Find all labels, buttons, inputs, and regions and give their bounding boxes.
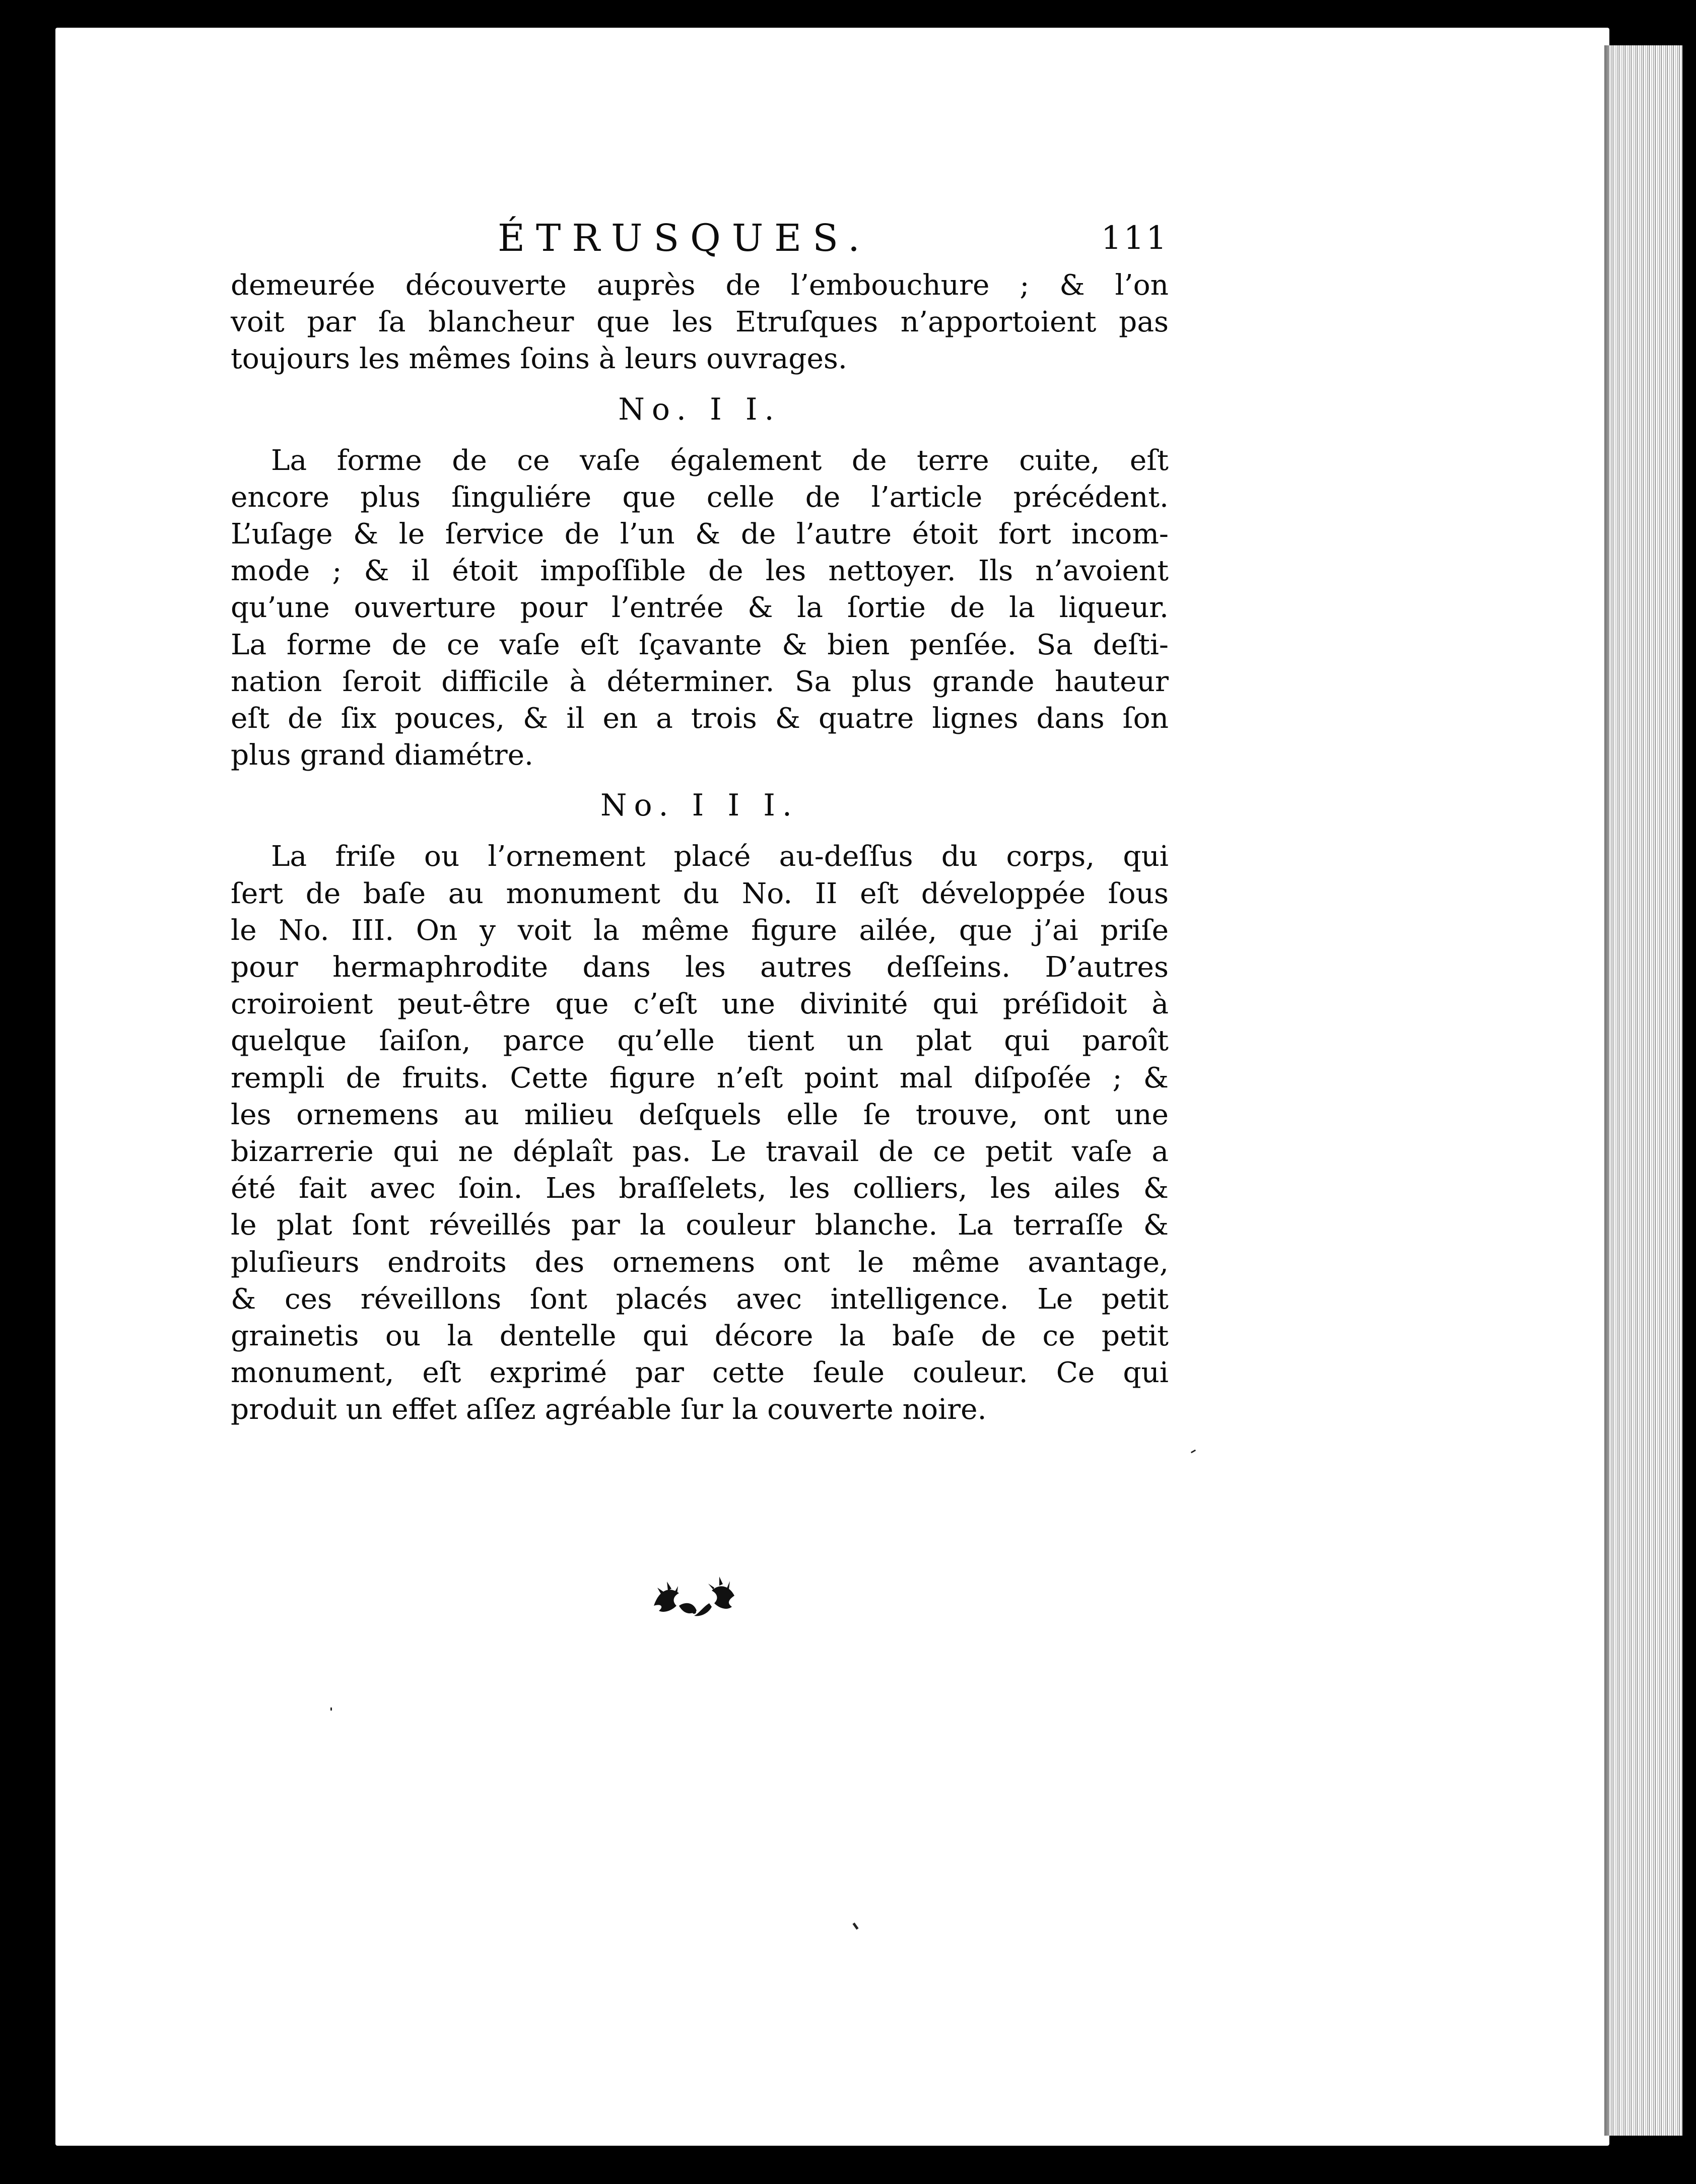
text-line: La forme de ce vaſe également de terre cuite, eſt [271, 444, 1169, 477]
section-heading-2: No. I I. [618, 391, 781, 427]
book-fore-edge [1609, 45, 1682, 2136]
page-speck [330, 1708, 332, 1711]
text-line: pour hermaphrodite dans les autres deſſeins. D’autres [231, 951, 1169, 984]
text-line: bizarrerie qui ne déplaît pas. Le travail de ce petit vaſe a [231, 1135, 1169, 1169]
continuation-paragraph [231, 267, 1169, 378]
text-line: mode ; & il étoit impoſſible de les nettoyer. Ils n’avoient [231, 555, 1169, 588]
fleuron-ornament-icon [644, 1576, 744, 1626]
section-3-paragraph [231, 838, 1169, 1428]
text-line: & ces réveillons ſont placés avec intelligence. Le petit [231, 1282, 1169, 1316]
text-line: quelque ſaiſon, parce qu’elle tient un plat qui paroît [231, 1025, 1169, 1058]
text-line: nation ſeroit difficile à déterminer. Sa plus grande hauteur [231, 665, 1169, 698]
text-line: monument, eſt exprimé par cette ſeule couleur. Ce qui [231, 1356, 1169, 1390]
text-line: L’uſage & le ſervice de l’un & de l’autre étoit fort incom- [231, 518, 1169, 551]
page-text-block [231, 207, 1169, 1428]
text-line: encore plus ſinguliére que celle de l’article précédent. [231, 481, 1169, 514]
text-line: eſt de ſix pouces, & il en a trois & quatre lignes dans ſon [231, 702, 1169, 735]
text-line: croiroient peut-être que c’eſt une divinité qui préſidoit à [231, 988, 1169, 1021]
text-line: voit par ſa blancheur que les Etruſques n’apportoient pas [231, 306, 1169, 339]
text-line: demeurée découverte auprès de l’embouchure ; & l’on [231, 269, 1169, 302]
text-line: qu’une ouverture pour l’entrée & la ſortie de la liqueur. [231, 591, 1169, 625]
text-line: ſert de baſe au monument du No. II eſt développée ſous [231, 877, 1169, 910]
text-line: grainetis ou la dentelle qui décore la baſe de ce petit [231, 1320, 1169, 1353]
section-2-paragraph [231, 442, 1169, 774]
running-title: ÉTRUSQUES. [498, 217, 871, 260]
text-line: produit un effet aſſez agréable ſur la couverte noire. [231, 1393, 987, 1426]
text-line: le No. III. On y voit la même figure ailée, que j’ai priſe [231, 914, 1169, 947]
text-line: toujours les mêmes ſoins à leurs ouvrages. [231, 343, 847, 376]
text-line: plus grand diamétre. [231, 739, 534, 772]
text-line: le plat ſont réveillés par la couleur blanche. La terraſſe & [231, 1209, 1169, 1242]
text-line: pluſieurs endroits des ornemens ont le même avantage, [231, 1246, 1169, 1279]
page-number: 111 [1101, 220, 1169, 257]
text-line: été fait avec ſoin. Les braſſelets, les colliers, les ailes & [231, 1172, 1169, 1205]
text-line: les ornemens au milieu deſquels elle ſe trouve, ont une [231, 1098, 1169, 1131]
running-head [231, 207, 1169, 267]
text-line: La friſe ou l’ornement placé au-deſſus du corps, qui [271, 840, 1169, 873]
text-line: La forme de ce vaſe eſt ſçavante & bien penſée. Sa deſti- [231, 628, 1169, 661]
section-heading-3: No. I I I. [600, 788, 799, 824]
text-line: rempli de fruits. Cette figure n’eſt point mal diſpoſée ; & [231, 1061, 1169, 1095]
